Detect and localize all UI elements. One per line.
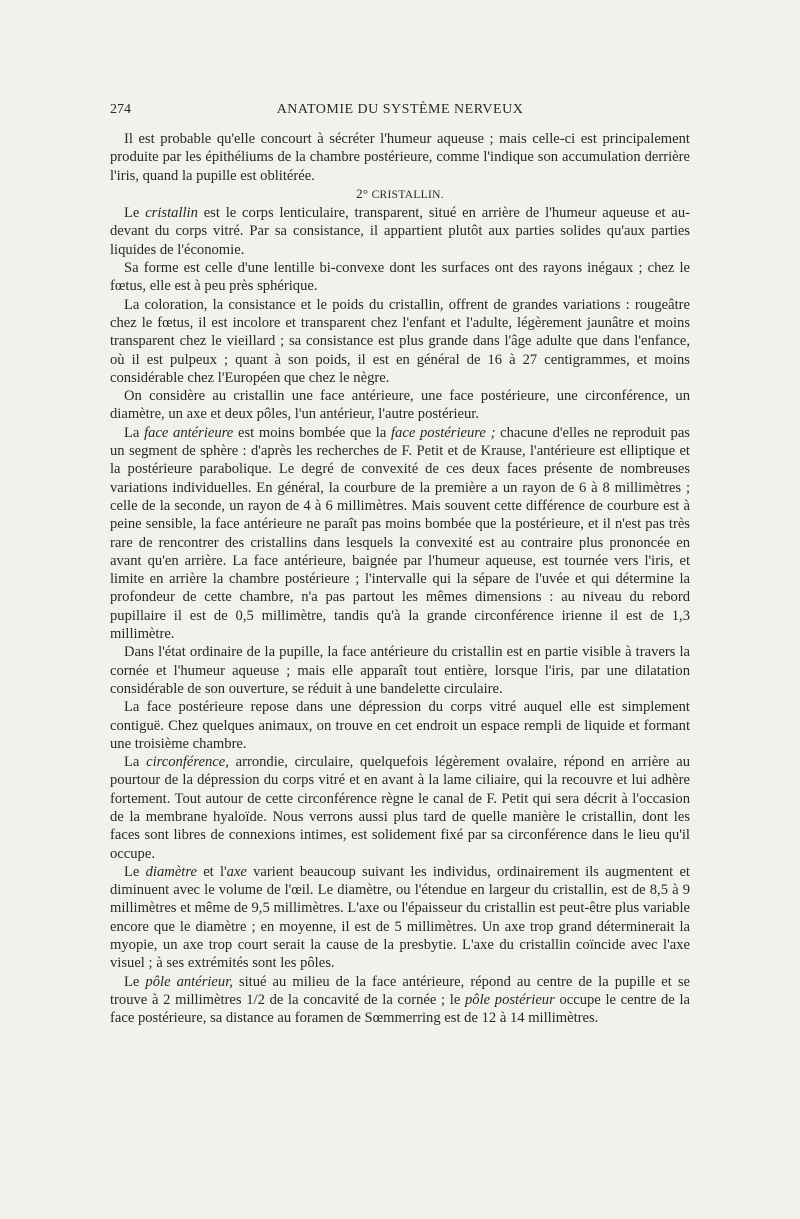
paragraph: La face postérieure repose dans une dépression du corps vitré auquel elle est simplement contiguë. Chez quelques animaux, on trouve en cet endroit un espace rempli de liquide et formant une troisième chambre. (110, 699, 690, 752)
page-header (110, 102, 690, 124)
paragraph: La coloration, la consistance et le poids du cristallin, offrent de grandes variations : rougeâtre chez le fœtus, il est incolore et transparent chez l'enfant et l'adulte, légèrement jaunâtre et moins transparent chez le vieillard ; sa consistance est plus grande dans l'âge adulte que dans l'enfance, où il est pulpeux ; quant à son poids, il est en général de 16 à 27 centigrammes, et moins considérable chez l'Européen que chez le nègre. (110, 296, 690, 386)
text-run: occupe le centre de la face postérieure, sa distance au foramen de Sœmmerring est de 12 à 14 millimètres. (110, 991, 690, 1027)
page-number: 274 (110, 102, 131, 117)
paragraph (110, 424, 690, 644)
text-run: La (124, 754, 147, 771)
italic-term: cristallin (145, 205, 198, 222)
paragraph (110, 863, 690, 973)
text-run: est moins bombée que la (233, 424, 391, 441)
section-title: CRISTALLIN. (371, 188, 444, 201)
italic-term: circonférence, (146, 754, 229, 771)
italic-term: axe (226, 863, 247, 880)
paragraph (110, 753, 690, 863)
italic-term: diamètre (145, 863, 197, 880)
text-run: situé au milieu de la face antérieure, répond au centre de la pupille et se trouve à 2 millimètres 1/2 de la concavité de la cornée ; le (110, 973, 690, 1008)
text-run: est le corps lenticulaire, transparent, situé en arrière de l'humeur aqueuse et au-devant du corps vitré. Par sa consistance, il appartient plutôt aux parties solides qu'aux parties liquides de l'économie. (110, 205, 690, 258)
running-title: ANATOMIE DU SYSTÈME NERVEUX (276, 102, 524, 117)
paragraph: Sa forme est celle d'une lentille bi-convexe dont les surfaces ont des rayons inégaux ; chez le fœtus, elle est à peu près sphérique. (110, 260, 690, 295)
section-number: 2° (356, 185, 369, 201)
section-heading (110, 185, 690, 204)
text-run: et l' (196, 863, 227, 880)
italic-term: pôle postérieur (464, 991, 555, 1008)
text-run: arrondie, circulaire, quelquefois légèrement ovalaire, répond en arrière au pourtour de la dépression du corps vitré et en avant à la lame ciliaire, qui la recouvre et lui adhère fortement. Tout autour de cette circonférence règne le canal de F. Petit qui sera décrit à l'occasion de la membrane hyaloïde. Nous verrons aussi plus tard de quelle manière le cristallin, dont les faces sont libres de connexions intimes, est solidement fixé par sa circonférence dans le lieu qu'il occupe. (110, 754, 690, 862)
paragraph: On considère au cristallin une face antérieure, une face postérieure, une circonférence, un diamètre, un axe et deux pôles, l'un antérieur, l'autre postérieur. (110, 388, 690, 423)
text-run: Le (124, 973, 146, 990)
text-run: Le (124, 863, 146, 880)
text-run: chacune d'elles ne reproduit pas un segment de sphère : d'après les recherches de F. Petit et de Krause, l'antérieure est elliptique et la postérieure parabolique. Le degré de convexité de ces deux faces présente de nombreuses variations individuelles. En général, la courbure de la première a un rayon de 6 à 8 millimètres ; celle de la seconde, un rayon de 4 à 6 millimètres. Mais souvent cette différence de courbure est à peine sensible, la face antérieure ne paraît pas moins bombée que la postérieure, et il n'est pas très rare de rencontrer des cristallins dans lesquels la convexité est au contraire plus prononcée en avant qu'en arrière. La face antérieure, baignée par l'humeur aqueuse, est tournée vers l'iris, et limite en arrière la chambre postérieure ; l'intervalle qui la sépare de l'uvée et qui détermine la profondeur de cette chambre, n'a pas partout les mêmes dimensions : au niveau du rebord pupillaire il est de 0,5 millimètre, tandis qu'à la grande circonférence irienne il est de 1,3 millimètre. (110, 424, 690, 643)
page-body (110, 130, 690, 1028)
italic-term: face antérieure (144, 424, 234, 441)
text-run: varient beaucoup suivant les individus, ordinairement ils augmentent et diminuent avec le volume de l'œil. Le diamètre, ou l'étendue en largeur du cristallin, est de 8,5 à 9 millimètres et même de 9,5 millimètres. L'axe ou l'épaisseur du cristallin est peut-être plus variable encore que le diamètre ; en moyenne, il est de 5 millimètres. Un axe trop grand déterminerait la myopie, un axe trop court serait la cause de la presbytie. L'axe du cristallin coïncide avec l'axe visuel ; à ses extrémités sont les pôles. (110, 863, 690, 972)
paragraph: Il est probable qu'elle concourt à sécréter l'humeur aqueuse ; mais celle-ci est principalement produite par les épithéliums de la chambre postérieure, comme l'indique son accumulation derrière l'iris, quand la pupille est oblitérée. (110, 131, 690, 184)
text-run: La (124, 424, 145, 441)
italic-term: face postérieure ; (391, 424, 496, 441)
text-run: Le (124, 205, 146, 222)
italic-term: pôle antérieur, (145, 973, 233, 990)
paragraph (110, 204, 690, 259)
paragraph (110, 973, 690, 1028)
paragraph: Dans l'état ordinaire de la pupille, la face antérieure du cristallin est en partie visible à travers la cornée et l'humeur aqueuse ; mais elle apparaît tout entière, lorsque l'iris, par une dilatation considérable de son ouverture, se réduit à une bandelette circulaire. (110, 644, 690, 697)
